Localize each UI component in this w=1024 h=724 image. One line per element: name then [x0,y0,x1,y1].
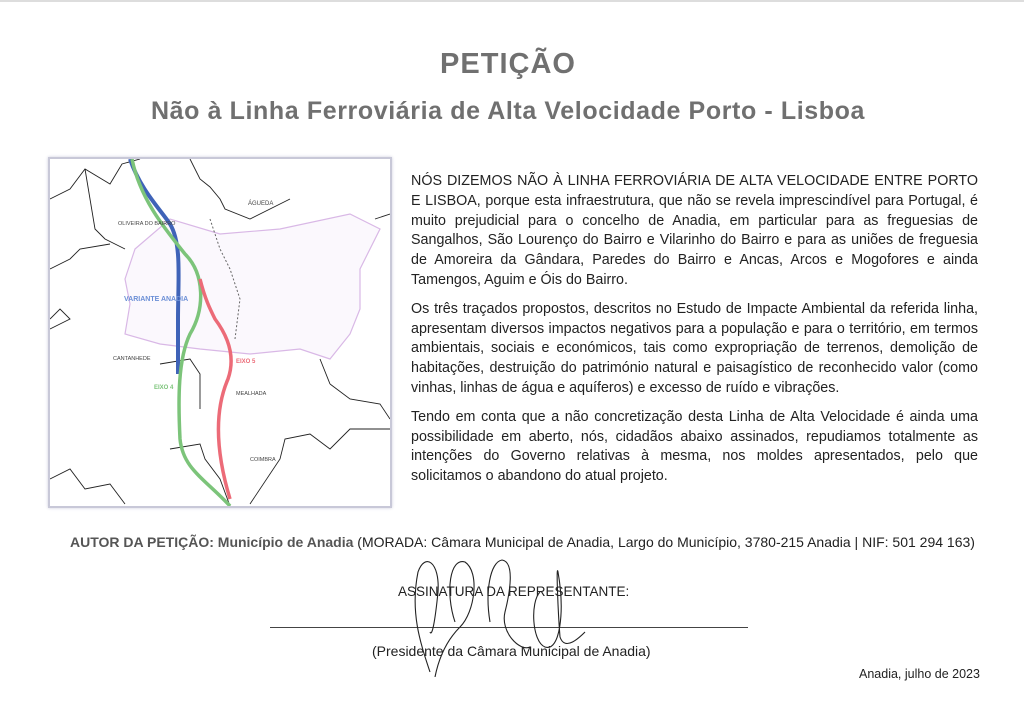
map-label-eixo5: EIXO 5 [236,359,256,365]
paragraph-2: Os três traçados propostos, descritos no Estudo de Impacte Ambiental da referida linha, apresentam diversos impactos negativos para a população e para o território, em termos ambientais, sociais e económicos, tais como expropriação de terrenos, demolição de habitações, destruição do património natural e paisagístico de reconhecido valor (como vinhas, linhas de água e aquíferos) e excesso de ruído e vibrações. [411,300,978,396]
map-label-agueda: ÁGUEDA [248,201,274,207]
map-label-mealhada: MEALHADA [236,391,267,397]
map-label-variante: VARIANTE ANADIA [124,296,189,303]
page-subtitle: Não à Linha Ferroviária de Alta Velocidade Porto - Lisboa [151,97,865,125]
scan-edge [0,0,1024,2]
page-title: PETIÇÃO [440,48,576,80]
paragraph-3: Tendo em conta que a não concretização desta Linha de Alta Velocidade é ainda uma possibilidade em aberto, nós, cidadãos abaixo assinados, repudiamos totalmente as intenções do Governo relativas à mesma, nos moldes apresentados, pelo que solicitamos o abandono do atual projeto. [411,408,978,485]
map-label-oliveira: OLIVEIRA DO BAIRRO [118,221,176,227]
petition-author [70,534,975,550]
place-date: Anadia, julho de 2023 [859,667,980,681]
route-map-drawing [50,159,390,506]
petition-text [411,172,978,496]
map-label-eixo4: EIXO 4 [154,385,174,391]
map-label-cantanhede: CANTANHEDE [113,356,151,362]
author-label: AUTOR DA PETIÇÃO: [70,534,214,550]
route-map [48,157,392,508]
author-details: (MORADA: Câmara Municipal de Anadia, Largo do Município, 3780-215 Anadia | NIF: 501 294 163) [357,534,975,550]
paragraph-1: NÓS DIZEMOS NÃO À LINHA FERROVIÁRIA DE ALTA VELOCIDADE ENTRE PORTO E LISBOA, porque esta infraestrutura, que não se revela imprescindível para Portugal, é muito prejudicial para o concelho de Anadia, em particular para as freguesias de Sangalhos, São Lourenço do Bairro e Vilarinho do Bairro e para as uniões de freguesia de Amoreira da Gândara, Paredes do Bairro e Ancas, Arcos e Mogofores e ainda Tamengos, Aguim e Óis do Bairro. [411,173,978,288]
signature-role: (Presidente da Câmara Municipal de Anadia) [372,643,651,659]
author-name: Município de Anadia [217,534,354,550]
signature-label: ASSINATURA DA REPRESENTANTE: [398,584,630,599]
anadia-boundary [125,214,380,359]
map-label-coimbra: COIMBRA [250,457,276,463]
